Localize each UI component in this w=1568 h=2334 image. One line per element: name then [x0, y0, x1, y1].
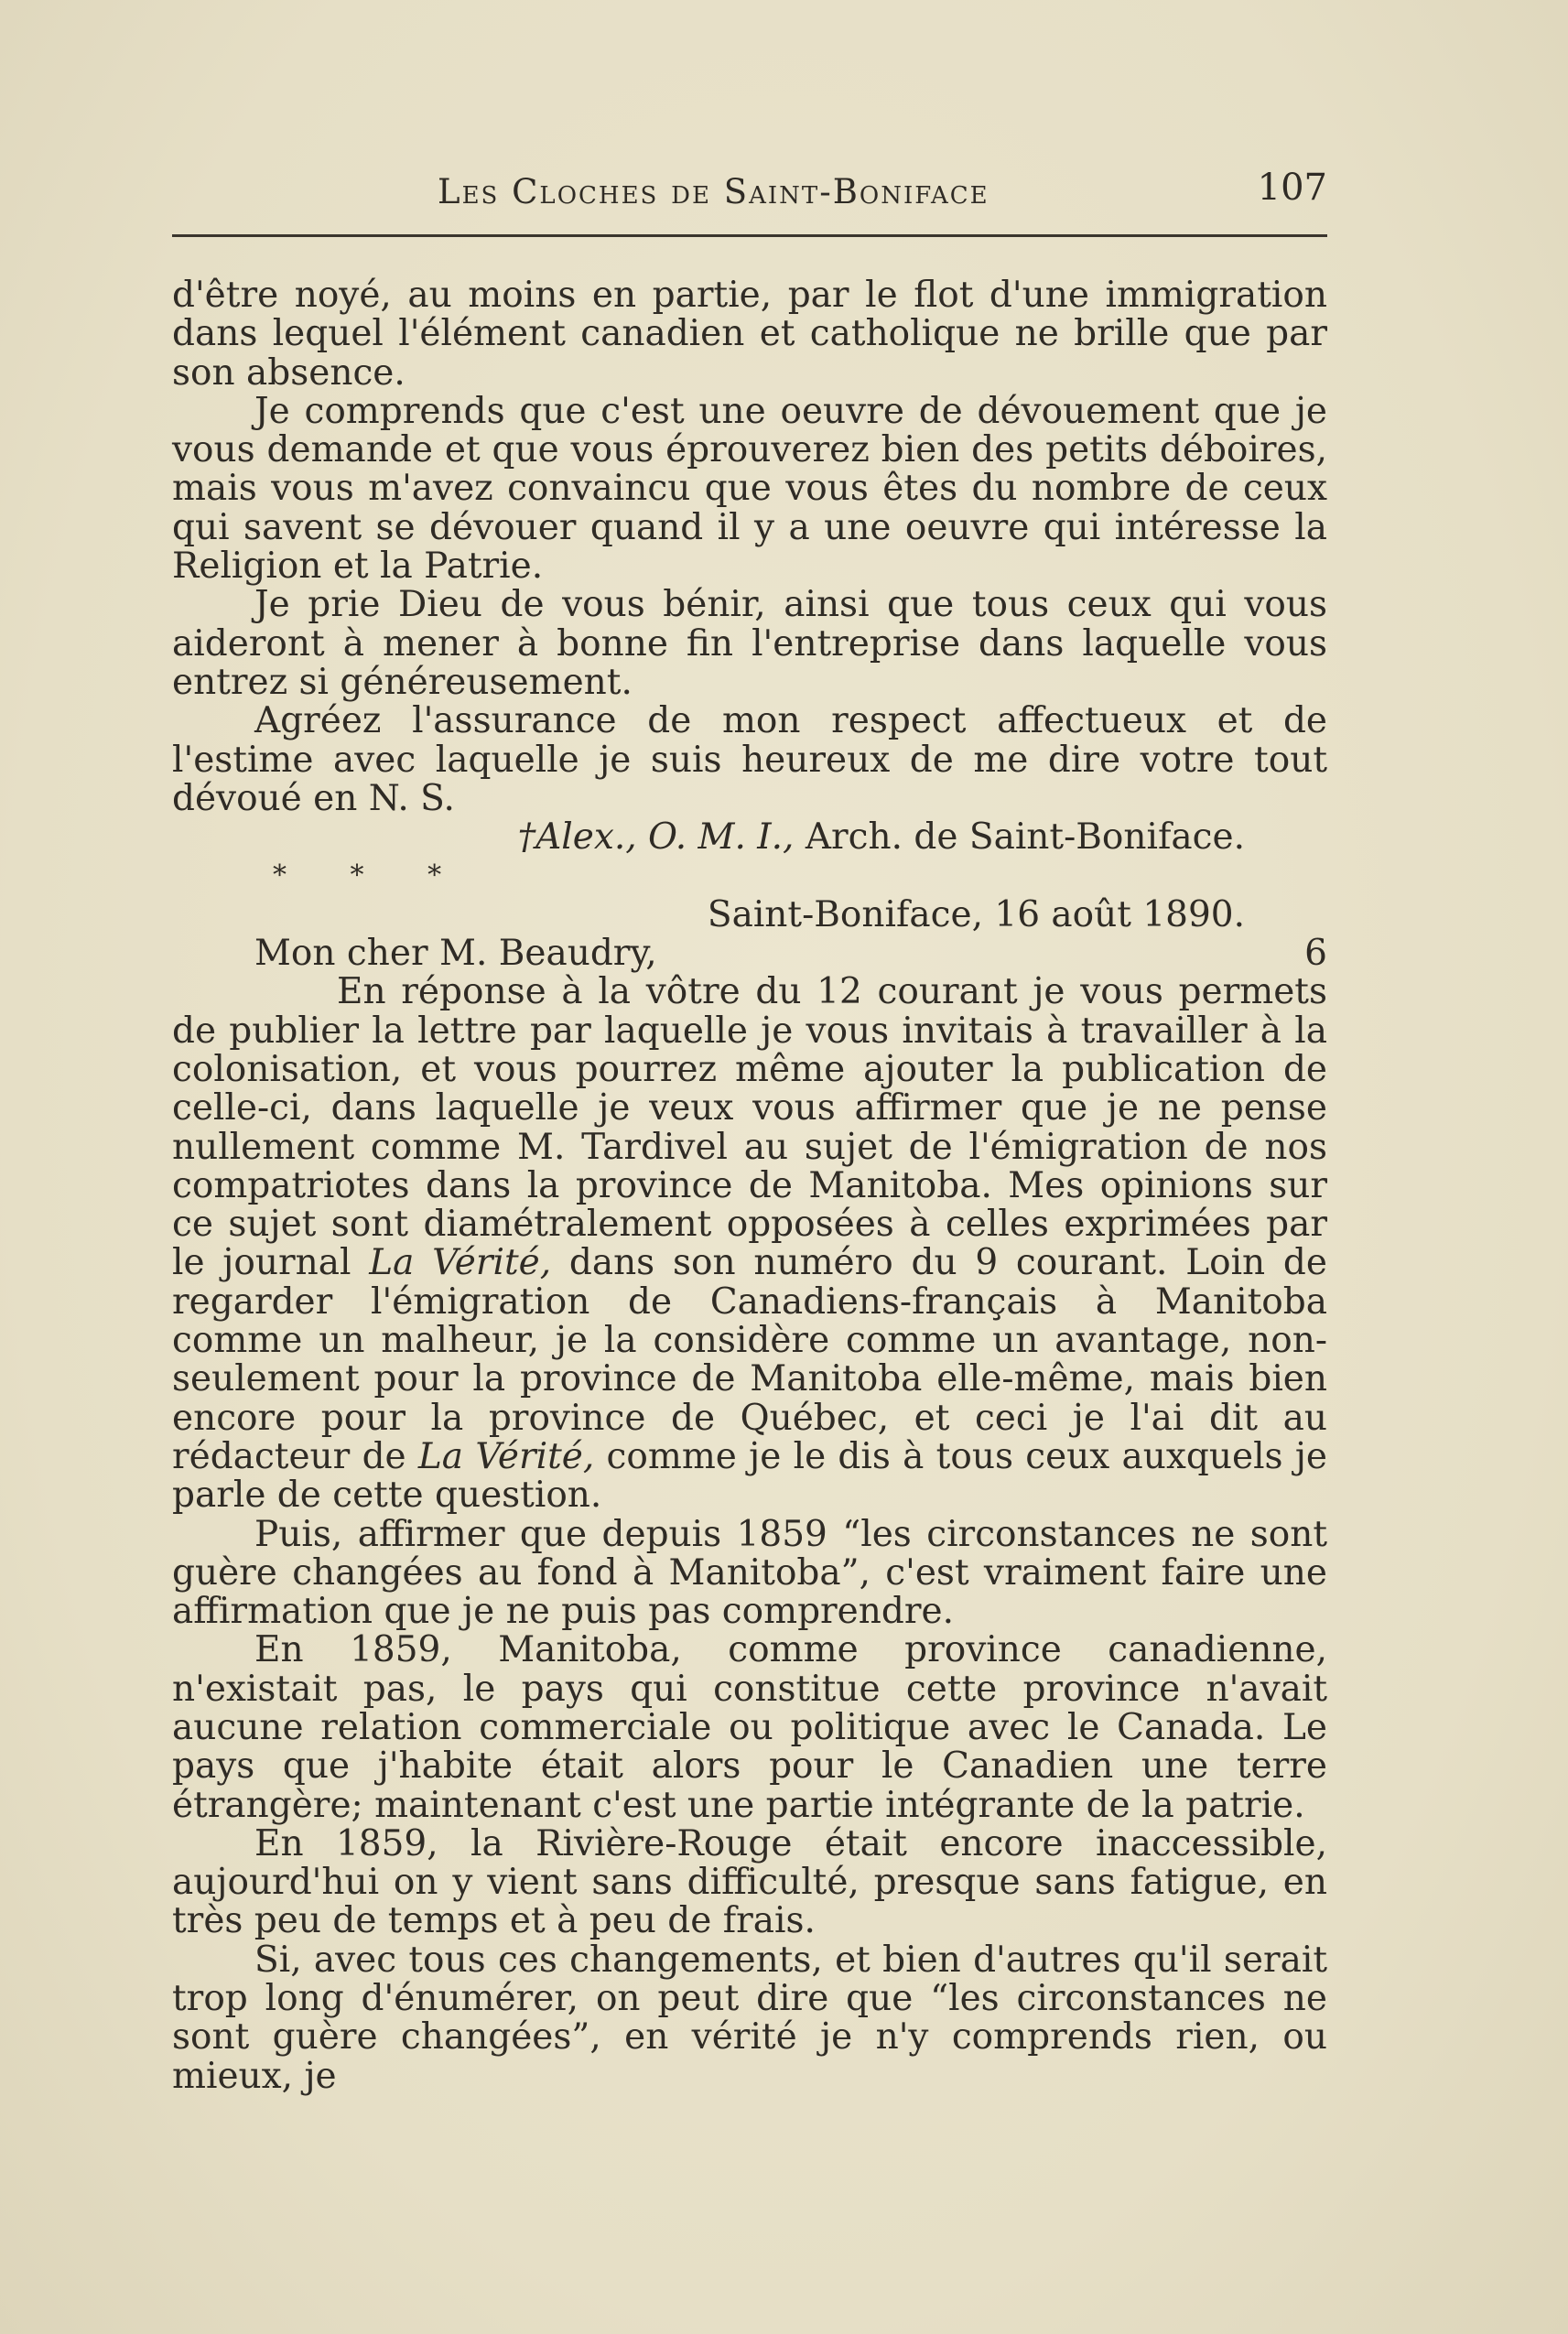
body-text [172, 276, 1327, 2096]
paragraph-5 [172, 973, 1327, 1515]
section-separator: * * * [273, 859, 470, 892]
page-header [172, 163, 1327, 218]
signature-name: †Alex., O. M. I., [517, 816, 795, 859]
page-number: 107 [1257, 167, 1327, 209]
paragraph-6: Puis, affirmer que depuis 1859 “les circonstances ne sont guère changées au fond à Manitoba”, c'est vraiment faire une affirmation que je ne puis pas comprendre. [172, 1513, 1327, 1633]
paragraph-2: Je comprends que c'est une oeuvre de dévouement que je vous demande et que vous éprouverez bien des petits déboires, mais vous m'avez convaincu que vous êtes du nombre de ceux qui savent se dévouer quand il y a une oeuvre qui intéresse la Religion et la Patrie. [172, 390, 1327, 588]
margin-mark: 6 [1304, 933, 1327, 975]
salutation-line [172, 935, 1327, 973]
paragraph-1: d'être noyé, au moins en partie, par le flot d'une immigration dans lequel l'élément canadien et catholique ne brille que par son absence. [172, 275, 1327, 394]
paragraph-5-part-c: comme je le dis à tous ceux auxquels je parle de cette question. [172, 1435, 1327, 1517]
header-rule [172, 234, 1327, 237]
paragraph-5-part-b: dans son numéro du 9 courant. Loin de regarder l'émigration de Canadiens-français à Manitoba comme un malheur, je la considère comme un avantage, non-seulement pour la province de Manitoba elle-même, mais bien encore pour la province de Québec, et ceci je l'ai dit au rédacteur de [172, 1242, 1327, 1477]
salutation: Mon cher M. Beaudry, [254, 933, 657, 975]
paragraph-3: Je prie Dieu de vous bénir, ainsi que tous ceux qui vous aideront à mener à bonne fin l'entreprise dans laquelle vous entrez si généreusement. [172, 584, 1327, 703]
paragraph-5-part-a: En réponse à la vôtre du 12 courant je vous permets de publier la lettre par laquelle je vous invitais à travailler à la colonisation, et vous pourrez même ajouter la publication de celle-ci, dans laquelle je veux vous affirmer que je ne pense nullement comme M. Tardivel au sujet de l'émigration de nos compatriotes dans la province de Manitoba. Mes opinions sur ce sujet sont diamétralement opposées à celles exprimées par le journal [172, 971, 1327, 1284]
paragraph-7: En 1859, Manitoba, comme province canadienne, n'existait pas, le pays qui constitue cette province n'avait aucune relation commerciale ou politique avec le Canada. Le pays que j'habite était alors pour le Canadien une terre étrangère; maintenant c'est une partie intégrante de la patrie. [172, 1629, 1327, 1826]
paragraph-8: En 1859, la Rivière-Rouge était encore inaccessible, aujourd'hui on y vient sans difficulté, presque sans fatigue, en très peu de temps et à peu de frais. [172, 1822, 1327, 1942]
running-title: Les Cloches de Saint-Boniface [438, 172, 989, 211]
newspaper-title-2: La Vérité, [417, 1435, 595, 1477]
paragraph-9: Si, avec tous ces changements, et bien d'autres qu'il serait trop long d'énumérer, on peut dire que “les circonstances ne sont guère changées”, en vérité je n'y comprends rien, ou mieux, je [172, 1939, 1327, 2097]
signature [172, 818, 1327, 857]
dateline: Saint-Boniface, 16 août 1890. [707, 893, 1245, 935]
paragraph-4: Agréez l'assurance de mon respect affectueux et de l'estime avec laquelle je suis heureux de me dire votre tout dévoué en N. S. [172, 700, 1327, 819]
newspaper-title-1: La Vérité, [369, 1242, 552, 1284]
signature-title: Arch. de Saint-Boniface. [794, 816, 1245, 859]
